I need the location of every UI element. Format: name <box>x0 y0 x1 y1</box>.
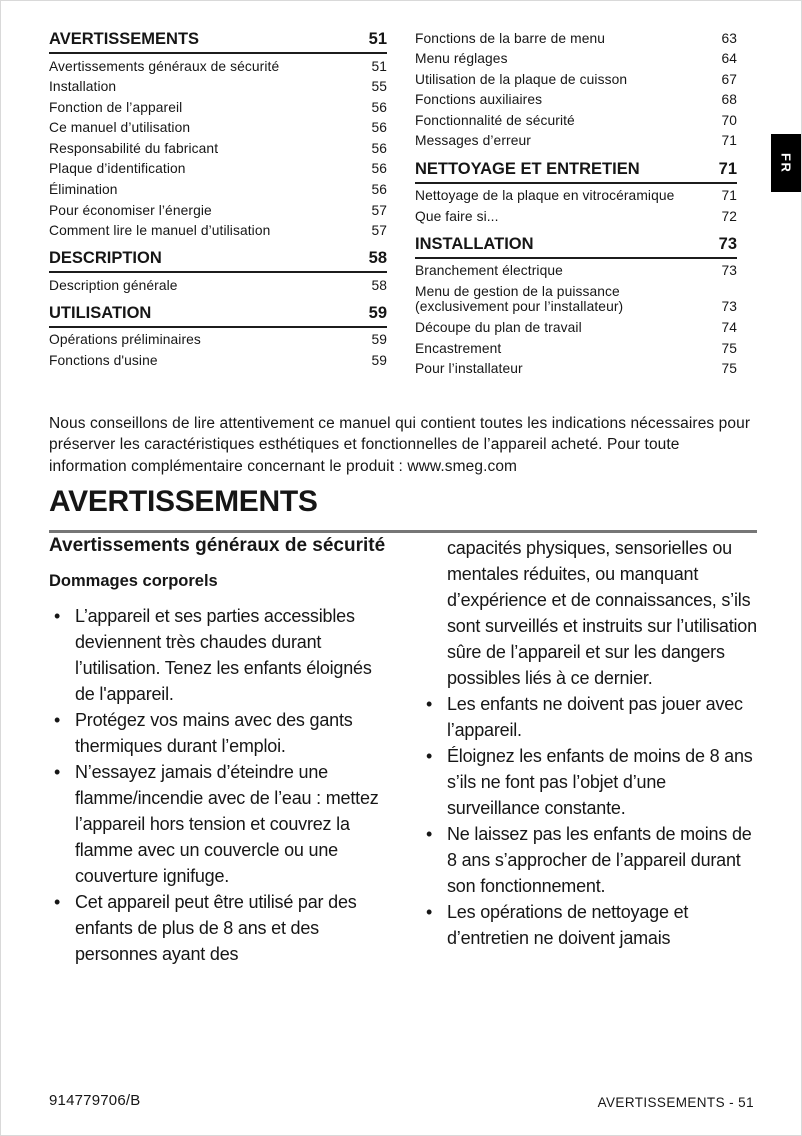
bullet-item: • Cet appareil peut être utilisé par des enfants de plus de 8 ans et des personnes ayant des <box>49 889 393 967</box>
toc-item-page: 55 <box>371 79 387 95</box>
toc-item[interactable] <box>49 275 387 296</box>
toc-section-header[interactable] <box>415 157 737 184</box>
toc-section-header[interactable] <box>49 246 387 273</box>
toc-section-installation <box>415 232 737 380</box>
toc-item-label: Encastrement <box>415 340 502 356</box>
toc-item-page: 56 <box>371 140 387 156</box>
toc-item[interactable] <box>415 28 737 49</box>
toc-item-page: 75 <box>721 340 737 356</box>
subsection-heading: Dommages corporels <box>49 572 218 590</box>
toc-item[interactable] <box>415 49 737 70</box>
bullet-list-left <box>49 603 393 967</box>
toc-section-avertissements <box>49 27 387 241</box>
toc-column-right <box>415 27 737 379</box>
toc-header-page: 51 <box>368 30 387 48</box>
toc-section-utilisation <box>49 301 387 371</box>
toc-section-header[interactable] <box>49 27 387 54</box>
toc-header-label: UTILISATION <box>49 303 152 322</box>
toc-item[interactable] <box>49 221 387 242</box>
toc-header-page: 73 <box>718 234 737 253</box>
toc-section-header[interactable] <box>49 301 387 328</box>
toc-item-page: 59 <box>371 332 387 348</box>
toc-item[interactable] <box>415 261 737 282</box>
toc-item[interactable] <box>415 131 737 152</box>
toc-column-left <box>49 27 387 371</box>
toc-section-nettoyage <box>415 157 737 227</box>
toc-item-label: Nettoyage de la plaque en vitrocéramique <box>415 188 675 204</box>
toc-section-description <box>49 246 387 296</box>
intro-paragraph: Nous conseillons de lire attentivement ce manuel qui contient toutes les indications nécessaires pour préserver les caractéristiques esthétiques et fonctionnelles de l’appareil acheté. Pour toute information complémentaire concernant le produit : www.smeg.com <box>49 414 751 475</box>
toc-item-label: Opérations préliminaires <box>49 332 201 348</box>
toc-item[interactable] <box>49 138 387 159</box>
bullet-item: • Ne laissez pas les enfants de moins de 8 ans s’approcher de l’appareil durant son fonctionnement. <box>421 821 758 899</box>
toc-item-label: Fonctions d'usine <box>49 353 158 369</box>
toc-item-label: Installation <box>49 79 117 95</box>
toc-item-page: 56 <box>371 120 387 136</box>
toc-item[interactable] <box>49 330 387 351</box>
toc-header-page: 58 <box>368 249 387 268</box>
page-title: AVERTISSEMENTS <box>49 485 757 533</box>
toc-header-label: NETTOYAGE ET ENTRETIEN <box>415 159 640 178</box>
toc-item-label: Fonction de l’appareil <box>49 99 183 115</box>
toc-item-page: 58 <box>371 277 387 293</box>
toc-item-page: 56 <box>371 99 387 115</box>
bullet-item: • Les enfants ne doivent pas jouer avec l’appareil. <box>421 691 758 743</box>
toc-item[interactable] <box>415 338 737 359</box>
toc-item-page: 71 <box>721 133 737 149</box>
toc-header-page: 59 <box>368 303 387 322</box>
toc-item[interactable] <box>415 359 737 380</box>
language-tab-label: FR <box>778 152 794 174</box>
toc-header-label: INSTALLATION <box>415 234 534 253</box>
toc-item-label: Description générale <box>49 277 178 293</box>
toc-item-page: 56 <box>371 182 387 198</box>
toc-item[interactable] <box>49 180 387 201</box>
toc-item-page: 56 <box>371 161 387 177</box>
toc-item-label: Messages d’erreur <box>415 133 531 149</box>
toc-item-label: Branchement électrique <box>415 263 563 279</box>
language-tab <box>771 134 801 192</box>
toc-item[interactable] <box>49 77 387 98</box>
toc-item[interactable] <box>49 118 387 139</box>
toc-item[interactable] <box>49 56 387 77</box>
toc-item-label: Plaque d’identification <box>49 161 186 177</box>
toc-item-page: 67 <box>721 71 737 87</box>
toc-item-page: 73 <box>721 299 737 315</box>
toc-item-page: 70 <box>721 112 737 128</box>
toc-item[interactable] <box>415 206 737 227</box>
body-column-left <box>49 533 393 967</box>
toc-item-label: Pour économiser l’énergie <box>49 202 212 218</box>
toc-item-page: 71 <box>721 188 737 204</box>
toc-item-page: 72 <box>721 208 737 224</box>
toc-item-page: 73 <box>721 263 737 279</box>
toc-item-page: 57 <box>371 223 387 239</box>
toc-item-page: 68 <box>721 92 737 108</box>
toc-item-page: 64 <box>721 51 737 67</box>
body-column-right <box>421 535 758 951</box>
bullet-item: • N’essayez jamais d’éteindre une flamme/incendie avec de l’eau : mettez l’appareil hors tension et couvrez la flamme avec un couvercle ou une couverture ignifuge. <box>49 759 393 889</box>
toc-item-label: Ce manuel d’utilisation <box>49 120 191 136</box>
toc-item[interactable] <box>415 186 737 207</box>
toc-item[interactable] <box>415 90 737 111</box>
bullet-list-right <box>421 691 758 951</box>
toc-item-page: 74 <box>721 320 737 336</box>
toc-item-label: Pour l’installateur <box>415 361 523 377</box>
footer-doc-code: 914779706/B <box>49 1092 141 1109</box>
toc-item-label: Utilisation de la plaque de cuisson <box>415 71 628 87</box>
toc-item[interactable] <box>49 200 387 221</box>
toc-item-page: 59 <box>371 353 387 369</box>
toc-item-label: Avertissements généraux de sécurité <box>49 58 280 74</box>
toc-item-page: 63 <box>721 30 737 46</box>
bullet-item: • Protégez vos mains avec des gants thermiques durant l’emploi. <box>49 707 393 759</box>
toc-section-continued <box>415 28 737 152</box>
toc-item-label: Menu réglages <box>415 51 508 67</box>
toc-item-label: Menu de gestion de la puissance (exclusivement pour l’installateur) <box>415 283 624 315</box>
toc-item[interactable] <box>415 69 737 90</box>
toc-item-label: Découpe du plan de travail <box>415 320 582 336</box>
toc-item-label: Que faire si... <box>415 208 499 224</box>
section-heading: Avertissements généraux de sécurité <box>49 535 386 556</box>
toc-item-label: Élimination <box>49 182 118 198</box>
toc-item[interactable] <box>415 281 737 317</box>
toc-item-page: 75 <box>721 361 737 377</box>
toc-item[interactable] <box>49 159 387 180</box>
toc-item[interactable] <box>49 97 387 118</box>
toc-item-page: 57 <box>371 202 387 218</box>
toc-item[interactable] <box>415 110 737 131</box>
toc-header-label: AVERTISSEMENTS <box>49 30 200 48</box>
toc-item-label: Comment lire le manuel d’utilisation <box>49 223 271 239</box>
bullet-continuation: capacités physiques, sensorielles ou mentales réduites, ou manquant d’expérience et de connaissances, s’ils sont surveillés et instruits sur l’utilisation sûre de l’appareil et sur les dangers possibles liés à ce dernier. <box>447 538 757 688</box>
toc-item-label: Fonctions auxiliaires <box>415 92 543 108</box>
toc-item-label: Fonctionnalité de sécurité <box>415 112 575 128</box>
toc-item[interactable] <box>415 318 737 339</box>
footer-page-ref: AVERTISSEMENTS - 51 <box>597 1095 754 1110</box>
toc-item-page: 51 <box>371 58 387 74</box>
bullet-item: • Les opérations de nettoyage et d’entretien ne doivent jamais <box>421 899 758 951</box>
toc-header-page: 71 <box>718 159 737 178</box>
toc-section-header[interactable] <box>415 232 737 259</box>
toc-header-label: DESCRIPTION <box>49 249 162 268</box>
bullet-item: • Éloignez les enfants de moins de 8 ans s’ils ne font pas l’objet d’une surveillance constante. <box>421 743 758 821</box>
toc-item-label: Responsabilité du fabricant <box>49 140 219 156</box>
toc-item[interactable] <box>49 351 387 372</box>
toc-item-label: Fonctions de la barre de menu <box>415 30 606 46</box>
bullet-item: • L’appareil et ses parties accessibles deviennent très chaudes durant l’utilisation. Tenez les enfants éloignés de l'appareil. <box>49 603 393 707</box>
